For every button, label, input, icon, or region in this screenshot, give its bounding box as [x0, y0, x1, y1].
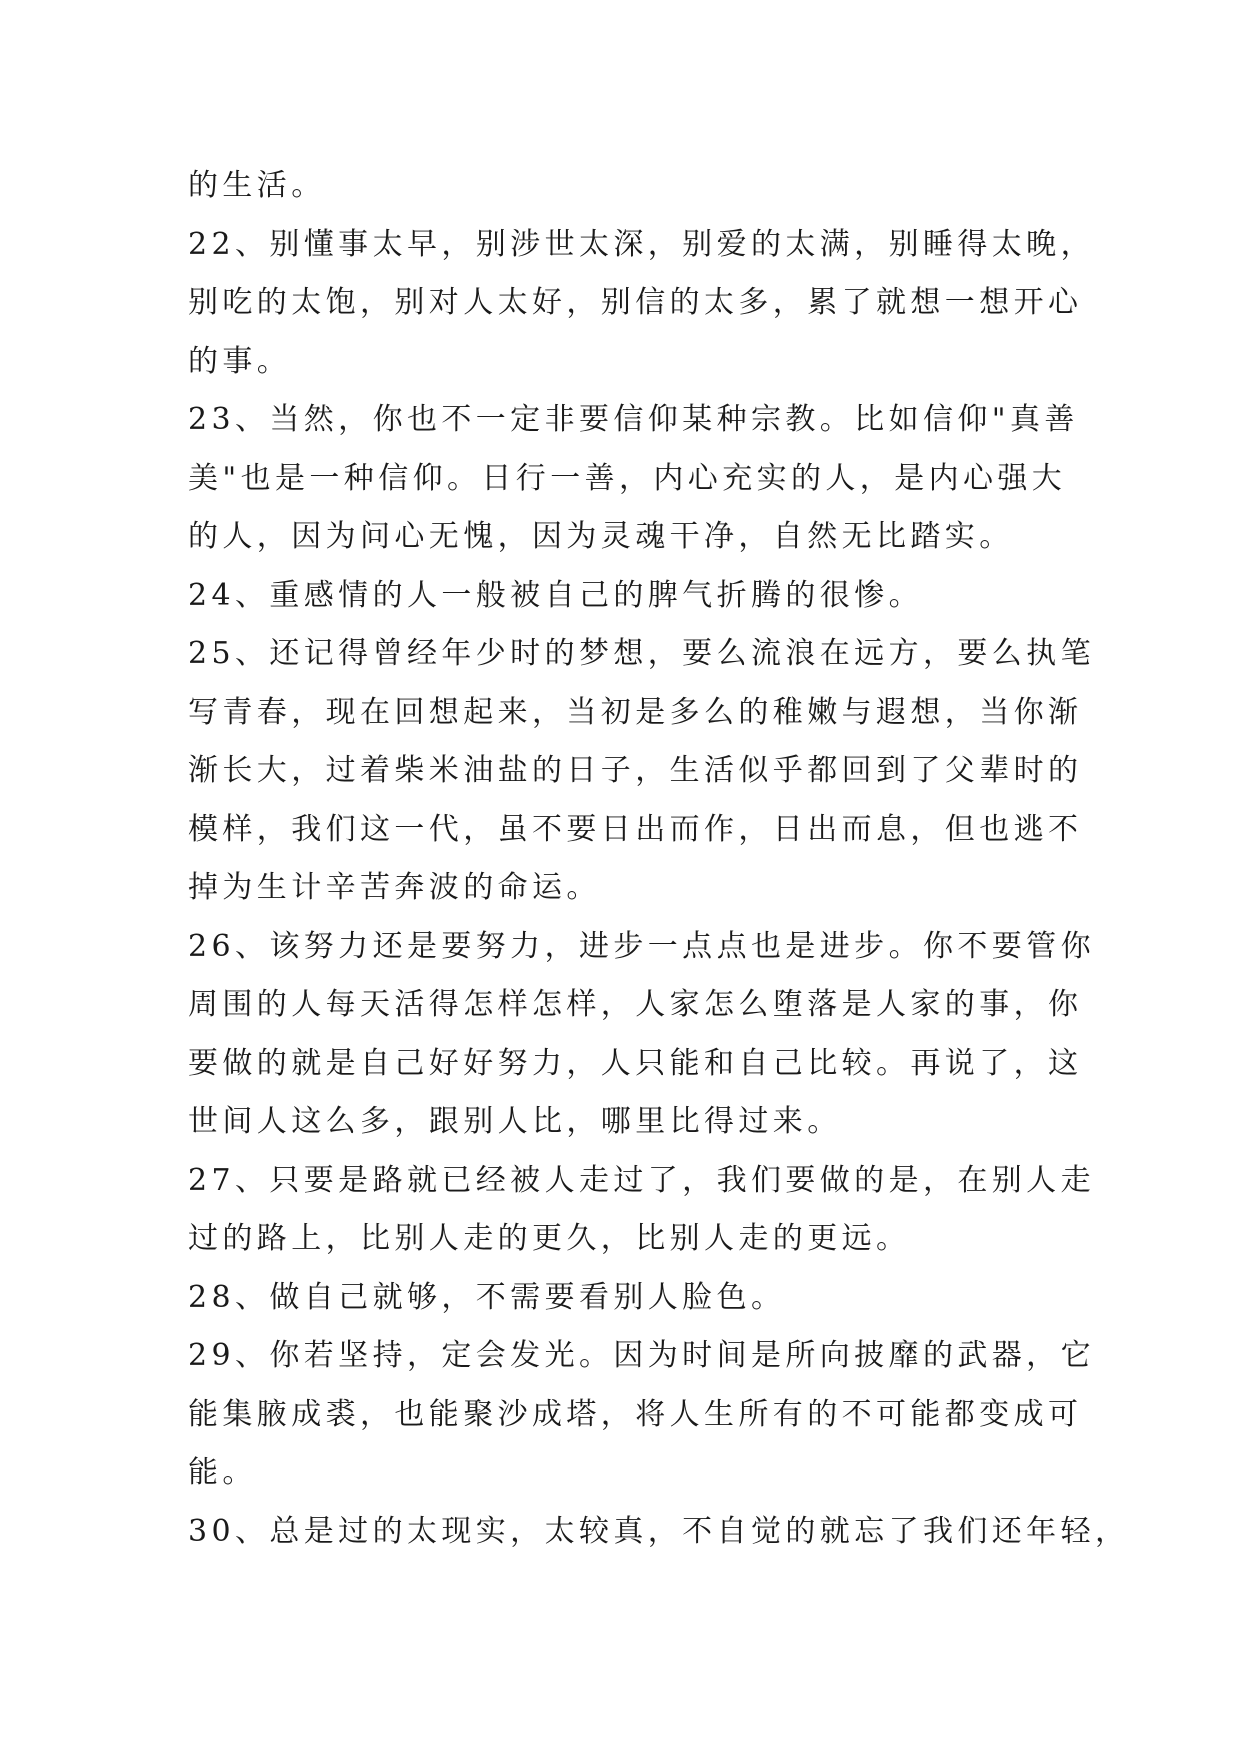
text-line: 28、做自己就够，不需要看别人脸色。	[188, 1279, 786, 1315]
text-line: 29、你若坚持，定会发光。因为时间是所向披靡的武器，它	[188, 1338, 1095, 1373]
text-line: 掉为生计辛苦奔波的命运。	[188, 870, 601, 905]
document-body	[188, 157, 1130, 1561]
text-line: 能。	[188, 1455, 257, 1490]
text-line: 过的路上，比别人走的更久，比别人走的更远。	[188, 1221, 911, 1256]
text-line: 27、只要是路就已经被人走过了，我们要做的是，在别人走	[188, 1162, 1095, 1198]
text-line: 30、总是过的太现实，太较真，不自觉的就忘了我们还年轻，	[188, 1513, 1130, 1549]
text-line: 22、别懂事太早，别涉世太深，别爱的太满，别睡得太晚，	[188, 226, 1095, 262]
text-line: 的人，因为问心无愧，因为灵魂干净，自然无比踏实。	[188, 519, 1014, 554]
text-line: 渐长大，过着柴米油盐的日子，生活似乎都回到了父辈时的	[188, 753, 1083, 788]
text-line: 要做的就是自己好好努力，人只能和自己比较。再说了，这	[188, 1045, 1083, 1081]
text-line: 模样，我们这一代，虽不要日出而作，日出而息，但也逃不	[188, 811, 1083, 847]
text-line: 24、重感情的人一般被自己的脾气折腾的很惨。	[188, 577, 923, 613]
text-line: 写青春，现在回想起来，当初是多么的稚嫩与遐想，当你渐	[188, 694, 1083, 730]
text-line: 25、还记得曾经年少时的梦想，要么流浪在远方，要么执笔	[188, 636, 1095, 671]
text-line: 26、该努力还是要努力，进步一点点也是进步。你不要管你	[188, 928, 1095, 964]
text-line: 的生活。	[188, 168, 326, 203]
text-line: 美"也是一种信仰。日行一善，内心充实的人，是内心强大	[188, 460, 1067, 496]
text-line: 23、当然，你也不一定非要信仰某种宗教。比如信仰"真善	[188, 402, 1079, 437]
text-line: 周围的人每天活得怎样怎样，人家怎么堕落是人家的事，你	[188, 987, 1083, 1022]
text-line: 能集腋成裘，也能聚沙成塔，将人生所有的不可能都变成可	[188, 1396, 1083, 1432]
text-line: 世间人这么多，跟别人比，哪里比得过来。	[188, 1104, 842, 1139]
text-line: 的事。	[188, 343, 292, 379]
text-line: 别吃的太饱，别对人太好，别信的太多，累了就想一想开心	[188, 285, 1083, 320]
